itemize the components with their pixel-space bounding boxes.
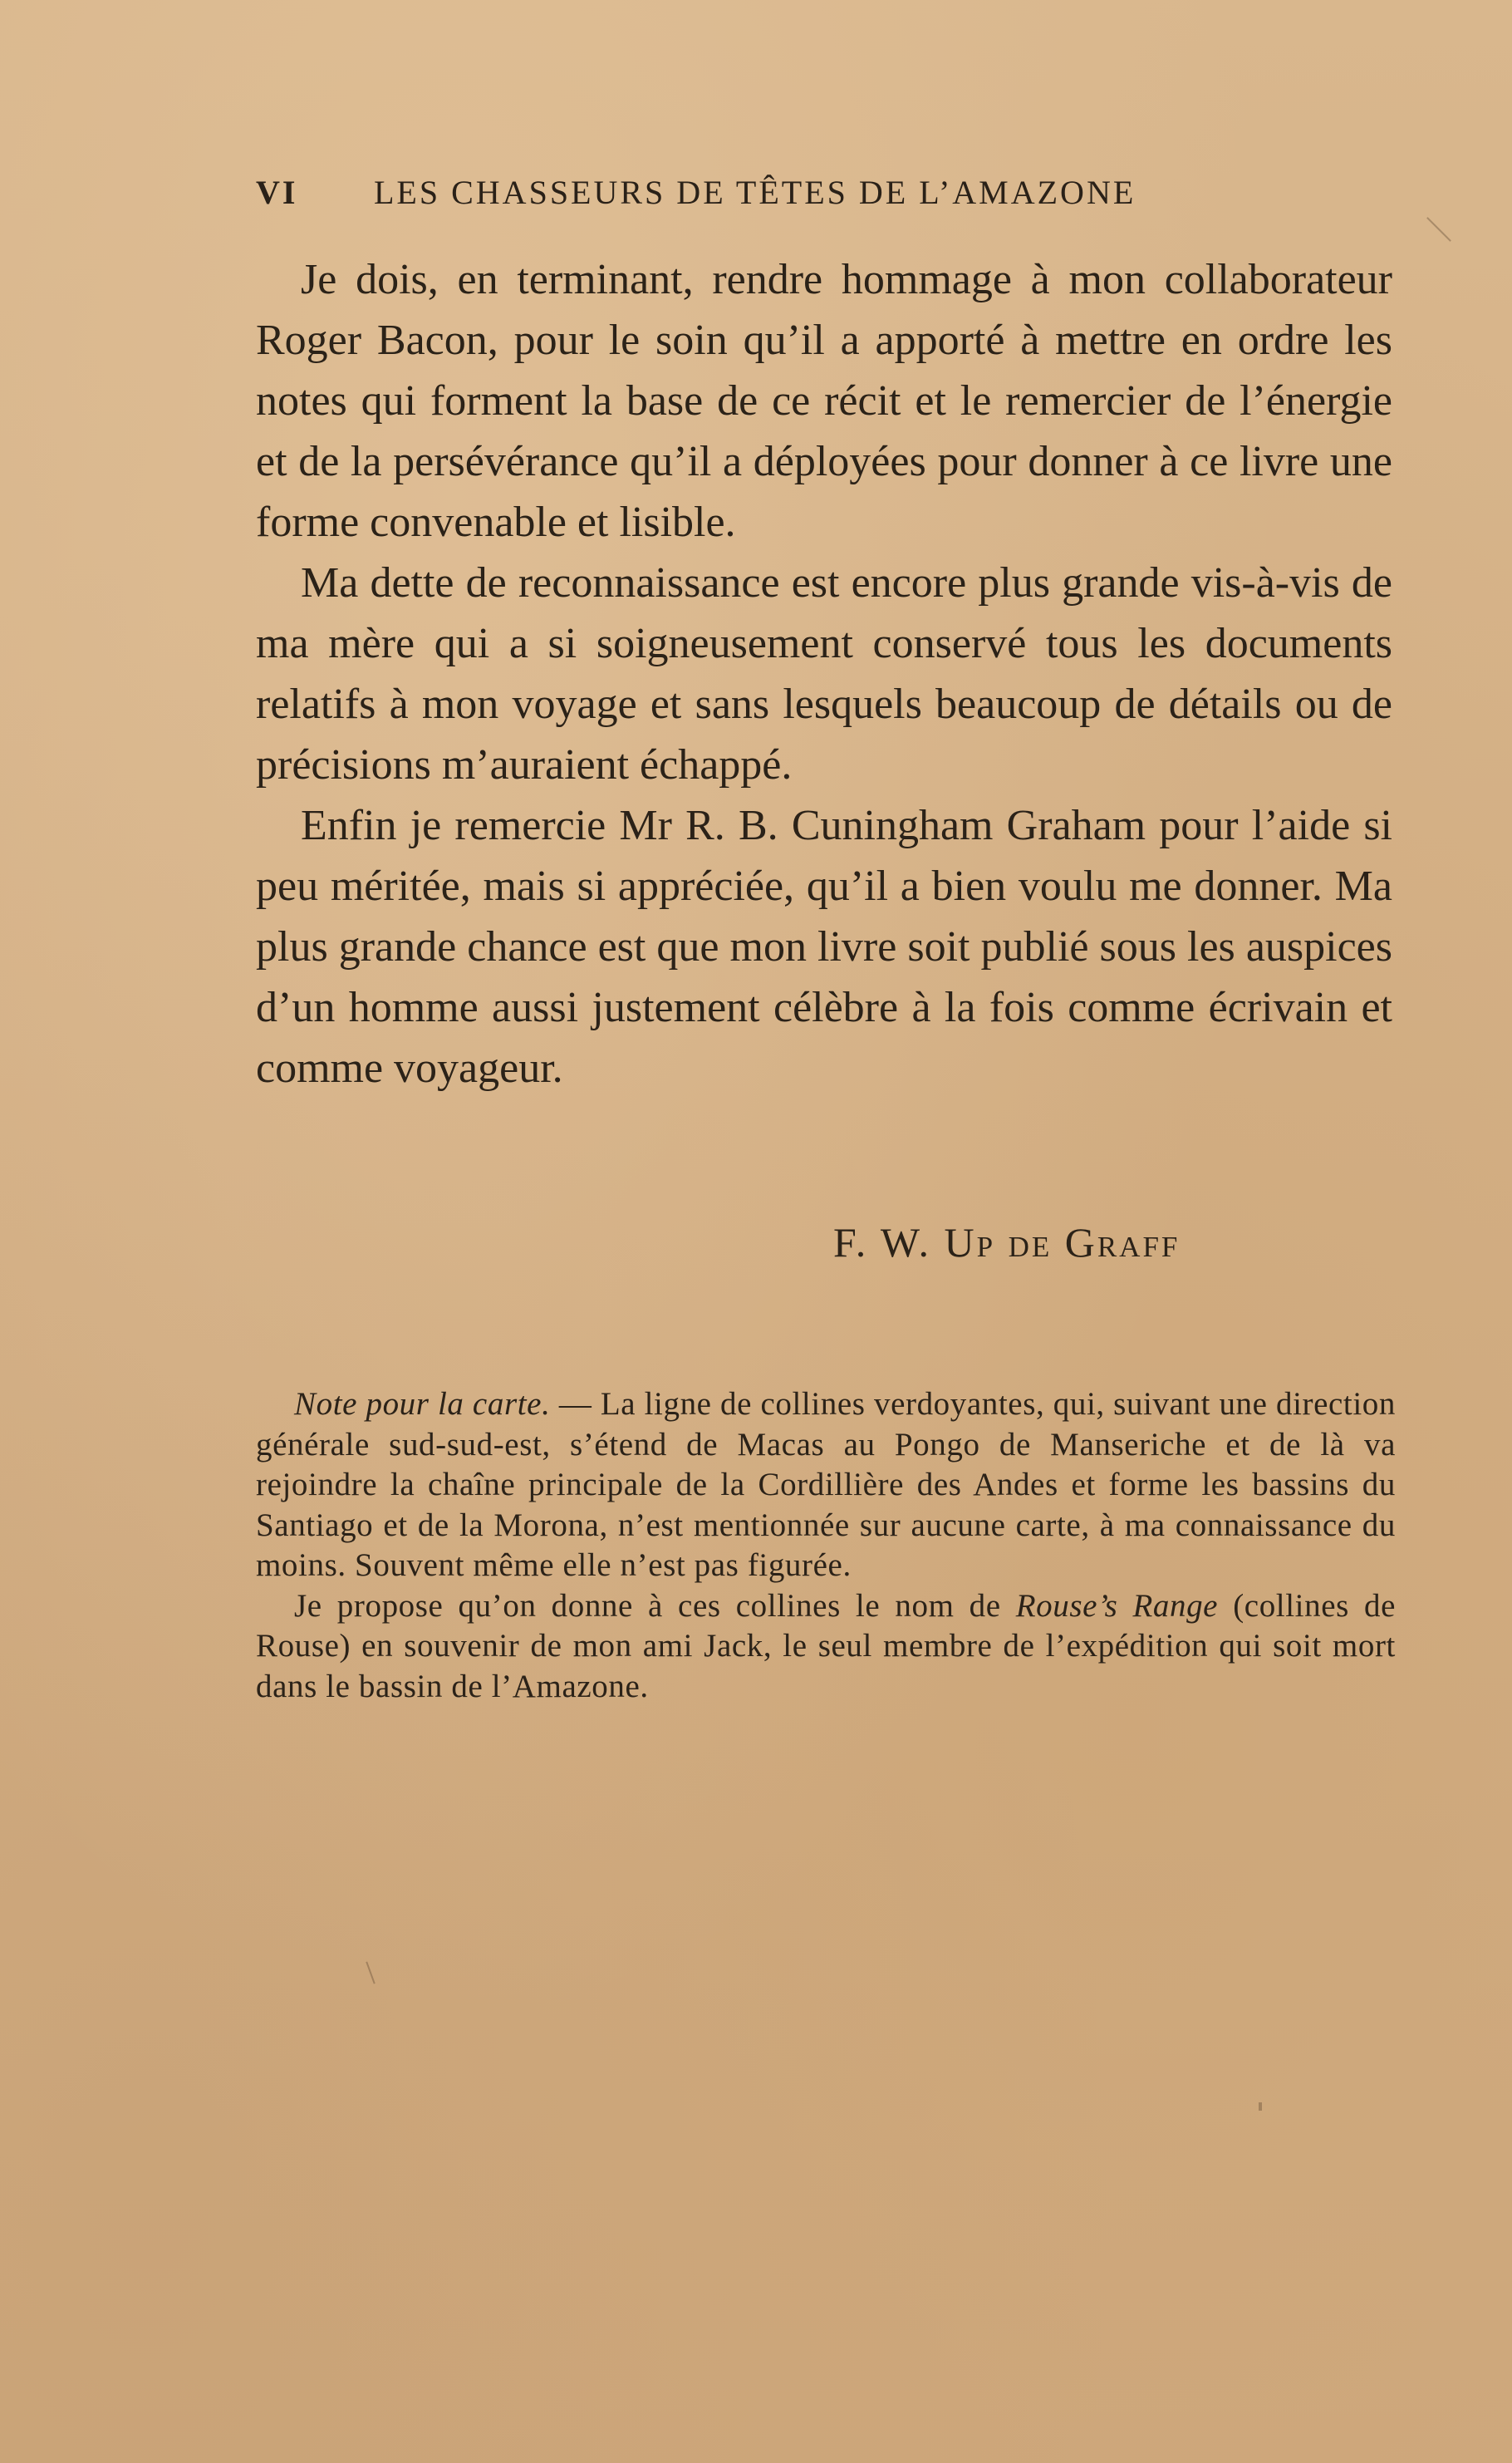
paragraph-acknowledgement-mother: Ma dette de reconnaissance est encore plus grande vis-à-vis de ma mère qui a si soigneusement conservé tous les documents relatifs à mon voyage et sans lesquels beaucoup de détails ou de précisions m’auraient échappé. [256, 559, 1392, 789]
map-note [256, 1384, 1396, 1707]
map-note-text-2-end: (collines de Rouse) en souvenir de mon ami Jack, le seul membre de l’expédition qui soit mort dans le bassin de l’Amazone. [256, 1587, 1397, 1704]
scan-mark-dot [1259, 2102, 1262, 2111]
author-signature: F. W. Up de Graff [833, 1219, 1181, 1266]
map-note-paragraph-1 [256, 1384, 1396, 1586]
scan-mark-tick [366, 1962, 375, 1984]
running-title: LES CHASSEURS DE TÊTES DE L’AMAZONE [374, 174, 1136, 211]
page-folio: VI [256, 174, 298, 211]
map-note-label: Note pour la carte. [294, 1386, 551, 1422]
paragraph-acknowledgement-bacon: Je dois, en terminant, rendre hommage à mon collaborateur Roger Bacon, pour le soin qu’il a apporté à mettre en ordre les notes qui forment la base de ce récit et le remercier de l’énergie et de la persévérance qu’il a déployées pour donner à ce livre une forme convenable et lisible. [256, 256, 1392, 546]
map-note-paragraph-2 [256, 1586, 1396, 1708]
map-note-text-2-start: Je propose qu’on donne à ces collines le nom de [294, 1587, 1016, 1624]
running-head [256, 173, 1286, 212]
paragraph-acknowledgement-graham: Enfin je remercie Mr R. B. Cuningham Graham pour l’aide si peu méritée, mais si appréciée, qu’il a bien voulu me donner. Ma plus grande chance est que mon livre soit publié sous les auspices d’un homme aussi justement célèbre à la fois comme écrivain et comme voyageur. [256, 802, 1392, 1092]
map-note-text-1: — La ligne de collines verdoyantes, qui, suivant une direction générale sud-sud-est, s’étend de Macas au Pongo de Manseriche et de là va rejoindre la chaîne principale de la Cordillière des Andes et forme les bassins du Santiago et de la Morona, n’est mentionnée sur aucune carte, à ma connaissance du moins. Souvent même elle n’est pas figurée. [256, 1386, 1396, 1583]
scan-mark-corner [1426, 217, 1451, 242]
rouses-range-name: Rouse’s Range [1015, 1587, 1219, 1624]
body-text [256, 249, 1392, 1099]
